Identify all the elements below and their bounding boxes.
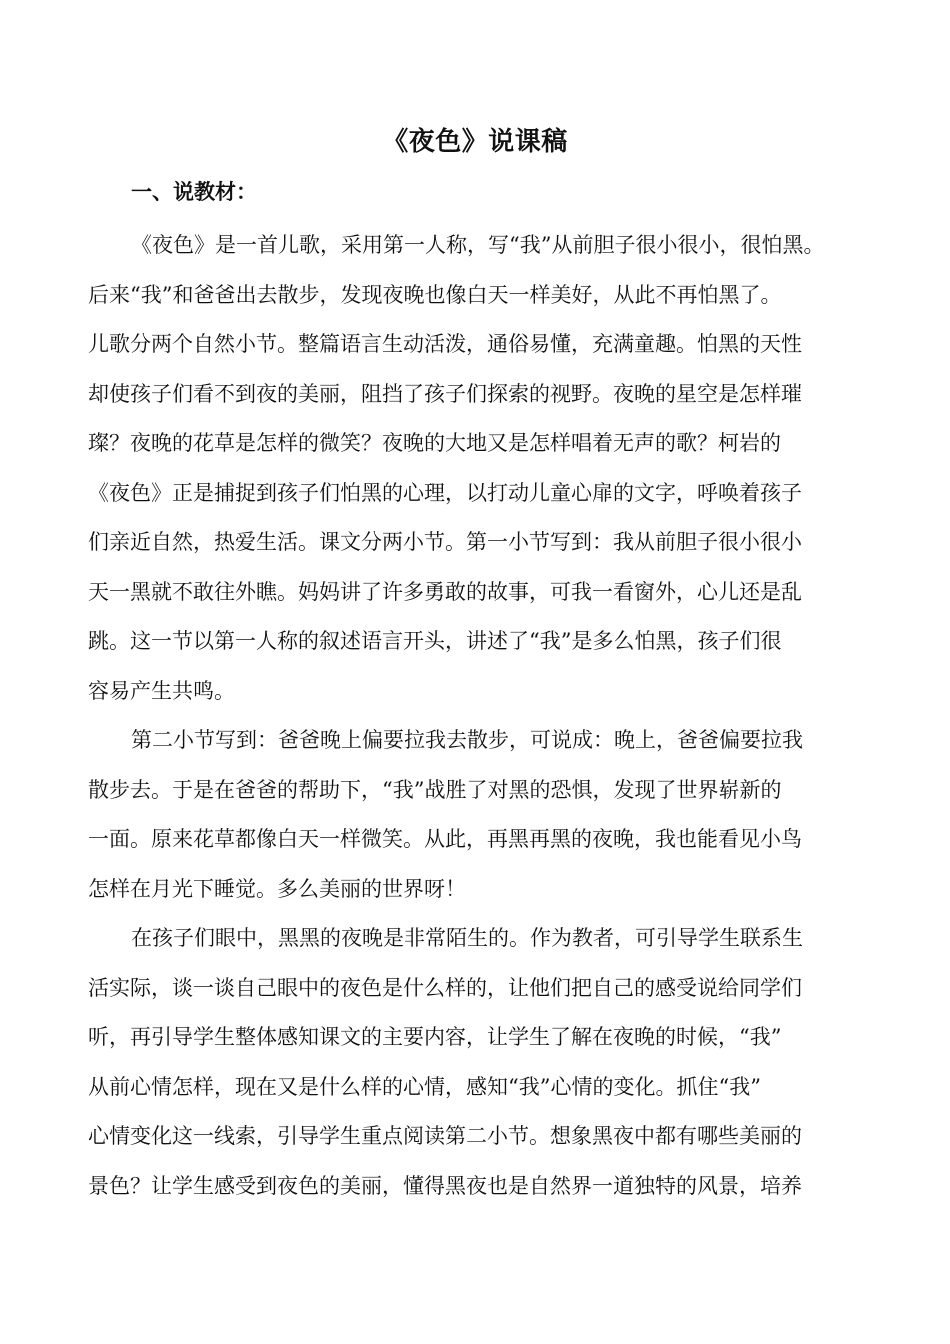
paragraph-line: 听，再引导学生整体感知课文的主要内容，让学生了解在夜晚的时候，“我” [88, 1025, 782, 1049]
paragraph-line: 们亲近自然，热爱生活。课文分两小节。第一小节写到：我从前胆子很小很小 [88, 530, 802, 554]
page-title: 《夜色》说课稿 [382, 127, 568, 157]
paragraph-line: 璨？夜晚的花草是怎样的微笑？夜晚的大地又是怎样唱着无声的歌？柯岩的 [88, 431, 781, 455]
paragraph-line: 却使孩子们看不到夜的美丽，阻挡了孩子们探索的视野。夜晚的星空是怎样璀 [88, 381, 802, 406]
paragraph-line: 心情变化这一线索，引导学生重点阅读第二小节。想象黑夜中都有哪些美丽的 [88, 1124, 802, 1148]
section-heading: 一、说教材： [131, 179, 257, 204]
paragraph-line: 天一黑就不敢往外瞧。妈妈讲了许多勇敢的故事，可我一看窗外，心儿还是乱 [88, 579, 802, 604]
paragraph-line: 怎样在月光下睡觉。多么美丽的世界呀！ [88, 876, 466, 901]
paragraph-line: 儿歌分两个自然小节。整篇语言生动活泼，通俗易懂，充满童趣。怕黑的天性 [88, 332, 802, 356]
paragraph-line: 跳。这一节以第一人称的叙述语言开头，讲述了“我”是多么怕黑，孩子们很 [88, 629, 782, 653]
paragraph-line: 在孩子们眼中，黑黑的夜晚是非常陌生的。作为教者，可引导学生联系生 [131, 926, 803, 950]
paragraph-line: 景色？让学生感受到夜色的美丽，懂得黑夜也是自然界一道独特的风景，培养 [88, 1173, 802, 1198]
paragraph-line: 容易产生共鸣。 [88, 678, 235, 703]
body-text [88, 228, 868, 1218]
paragraph-line: 《夜色》正是捕捉到孩子们怕黑的心理，以打动儿童心扉的文字，呼唤着孩子 [88, 480, 802, 505]
paragraph-line: 一面。原来花草都像白天一样微笑。从此，再黑再黑的夜晚，我也能看见小鸟 [88, 827, 802, 851]
paragraph-line: 活实际，谈一谈自己眼中的夜色是什么样的，让他们把自己的感受说给同学们 [88, 975, 802, 1000]
paragraph-line: 后来“我”和爸爸出去散步，发现夜晚也像白天一样美好，从此不再怕黑了。 [88, 282, 782, 307]
paragraph-line: 第二小节写到：爸爸晚上偏要拉我去散步，可说成：晚上，爸爸偏要拉我 [131, 728, 803, 752]
paragraph-line: 散步去。于是在爸爸的帮助下，“我”战胜了对黑的恐惧，发现了世界崭新的 [88, 777, 782, 802]
paragraph-line: 从前心情怎样，现在又是什么样的心情，感知“我”心情的变化。抓住“我” [88, 1074, 761, 1099]
paragraph-line: 《夜色》是一首儿歌，采用第一人称，写“我”从前胆子很小很小，很怕黑。 [131, 233, 825, 257]
